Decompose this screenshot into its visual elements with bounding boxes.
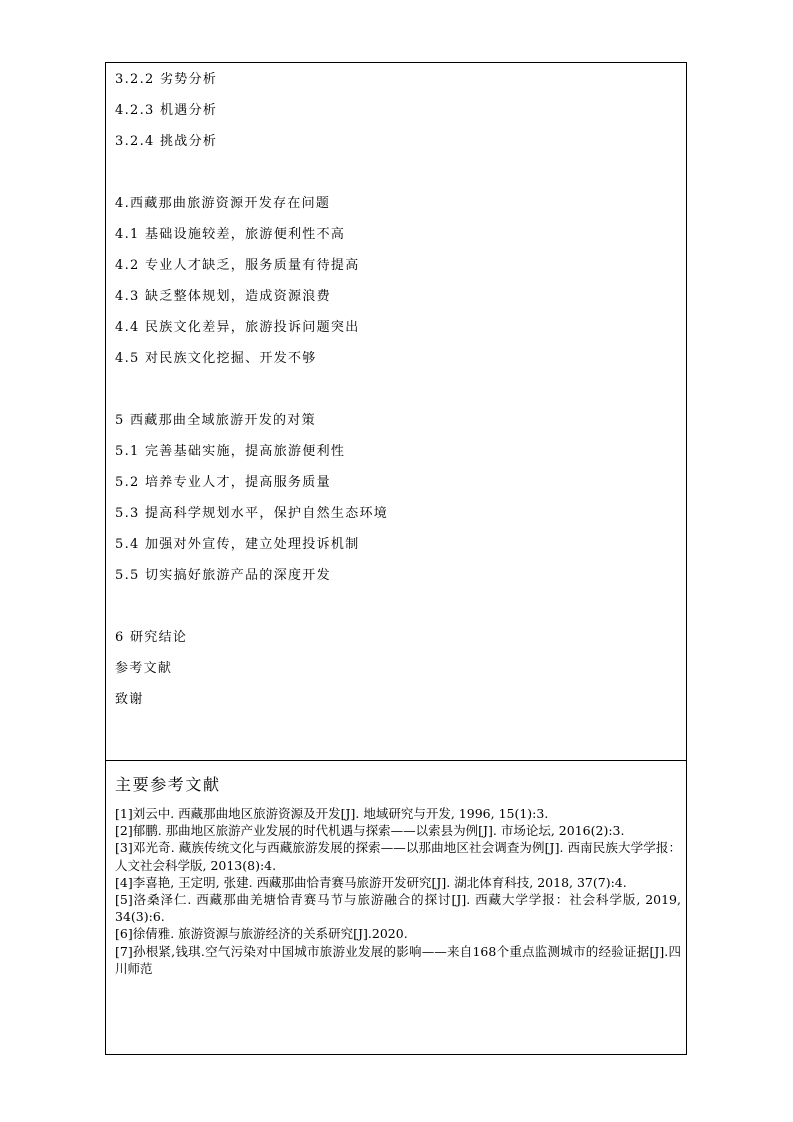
outline-item: 4.1 基础设施较差，旅游便利性不高	[115, 227, 346, 242]
reference-item: [6]徐倩雅. 旅游资源与旅游经济的关系研究[J].2020.	[115, 926, 408, 942]
reference-item: [4]李喜艳, 王定明, 张建. 西藏那曲恰青赛马旅游开发研究[J]. 湖北体育科技, 2018, 37(7):4.	[115, 874, 627, 890]
outline-item: 6 研究结论	[115, 630, 188, 645]
outline-item: 5.2 培养专业人才，提高服务质量	[115, 475, 331, 490]
reference-item: [3]邓光奇. 藏族传统文化与西藏旅游发展的探索——以那曲地区社会调查为例[J]. 西南民族大学学报：人文社会科学版, 2013(8):4.	[115, 840, 681, 873]
outline-item: 4.4 民族文化差异，旅游投诉问题突出	[115, 320, 360, 335]
outline-item: 5 西藏那曲全域旅游开发的对策	[115, 413, 316, 428]
outline-item: 4.5 对民族文化挖掘、开发不够	[115, 351, 317, 366]
references-title: 主要参考文献	[115, 775, 221, 794]
reference-item: [7]孙根紧,钱琪.空气污染对中国城市旅游业发展的影响——来自168个重点监测城市的经验证据[J].四川师范	[115, 943, 681, 976]
outline-item: 5.1 完善基础实施，提高旅游便利性	[115, 444, 346, 459]
document-frame	[105, 62, 687, 1055]
references-list	[115, 805, 681, 977]
section-divider	[106, 760, 686, 761]
reference-item: [5]洛桑泽仁. 西藏那曲羌塘恰青赛马节与旅游融合的探讨[J]. 西藏大学学报：社会科学版, 2019, 34(3):6.	[115, 892, 681, 925]
outline-item: 参考文献	[115, 661, 173, 676]
outline-item: 3.2.2 劣势分析	[115, 72, 218, 87]
outline-item: 5.5 切实搞好旅游产品的深度开发	[115, 568, 331, 583]
outline-item: 5.4 加强对外宣传，建立处理投诉机制	[115, 537, 360, 552]
reference-item: [2]郁鹏. 那曲地区旅游产业发展的时代机遇与探索——以索县为例[J]. 市场论坛, 2016(2):3.	[115, 823, 625, 839]
outline-item: 4.3 缺乏整体规划，造成资源浪费	[115, 289, 331, 304]
outline-item: 4.西藏那曲旅游资源开发存在问题	[115, 196, 331, 211]
outline-item: 5.3 提高科学规划水平，保护自然生态环境	[115, 506, 389, 521]
outline-item: 4.2 专业人才缺乏，服务质量有待提高	[115, 258, 360, 273]
outline-item: 4.2.3 机遇分析	[115, 103, 218, 118]
outline-item: 致谢	[115, 692, 144, 707]
reference-item: [1]刘云中. 西藏那曲地区旅游资源及开发[J]. 地域研究与开发, 1996, 15(1):3.	[115, 806, 549, 821]
outline-item: 3.2.4 挑战分析	[115, 134, 218, 149]
